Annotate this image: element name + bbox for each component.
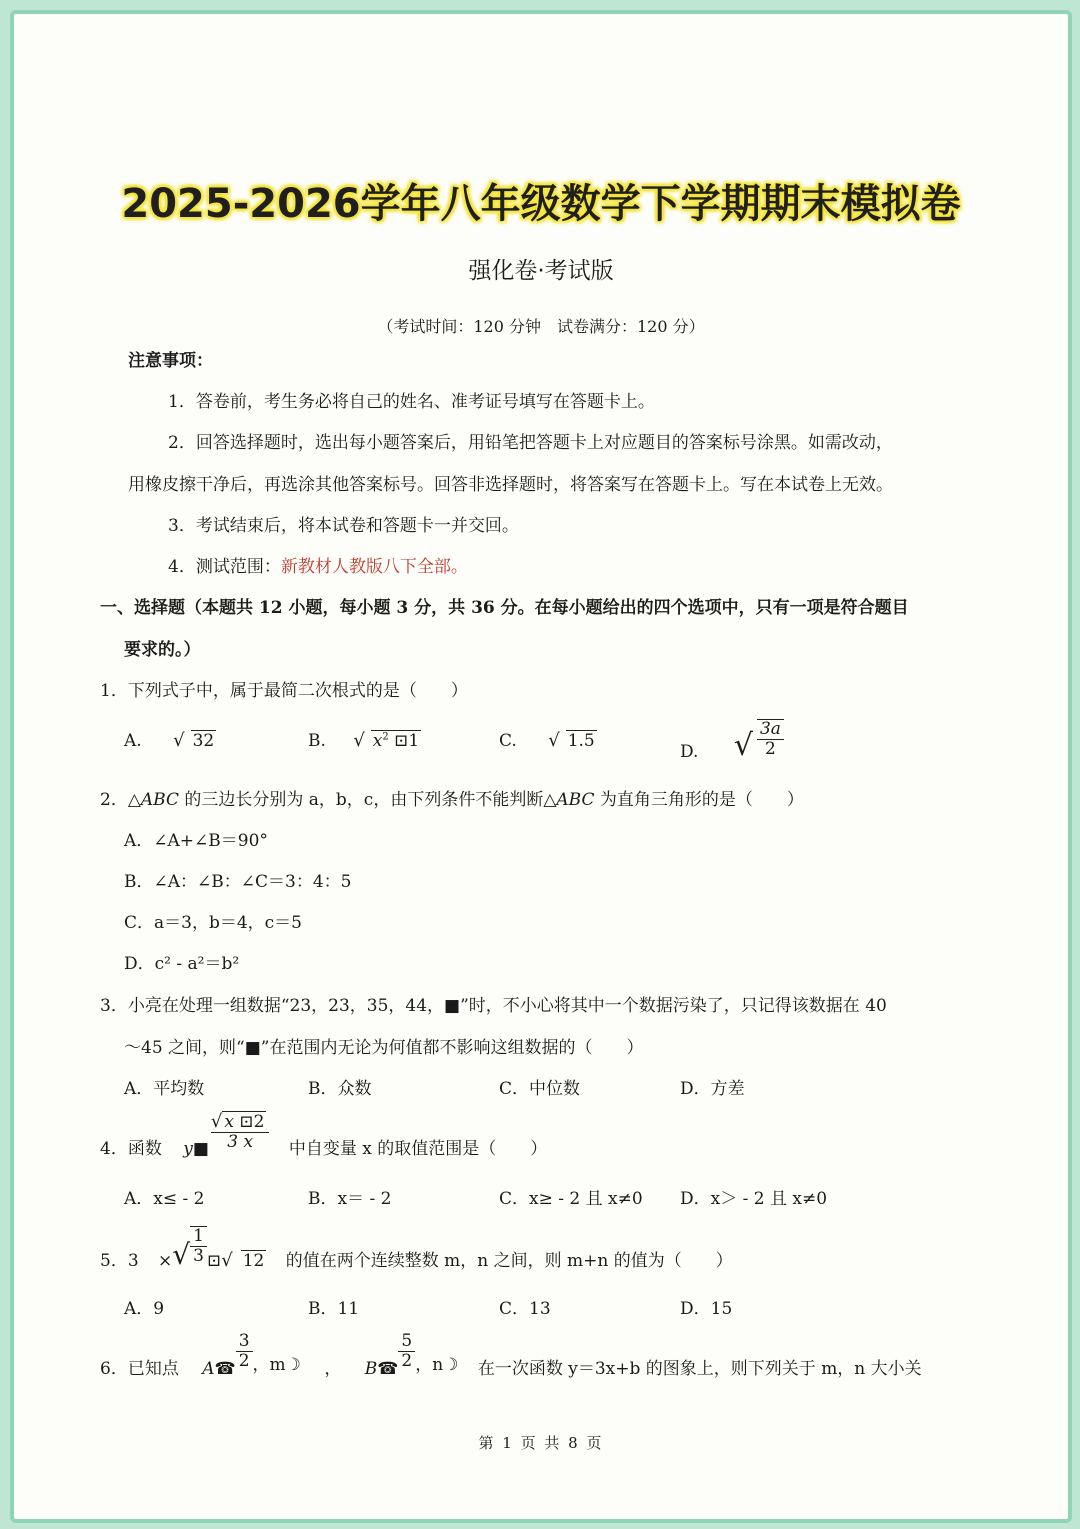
q4-option-a: A．x≤ - 2 [124,1189,205,1209]
garbled-paren-icon: ☽ [443,1354,459,1375]
q1-option-d: D. √ $\frac{3a}{2}$ [680,722,784,764]
q2-option-b: B．∠A：∠B：∠C＝3：4：5 [124,872,352,892]
q6-stem: 6．已知点 A☎ $\frac{3}{2}$ ，m☽ ， B☎ $\frac{5}{2}$ ，n☽ 在一次函数 y＝3x+b 的图象上，则下列关于 m，n 大小关 [100,1331,922,1379]
q2-option-c: C．a＝3，b＝4，c＝5 [124,913,302,933]
sqrt-icon: √ [221,1250,233,1271]
q5-option-c: C．13 [499,1299,551,1319]
note-3: 3．考试结束后，将本试卷和答题卡一并交回。 [168,516,519,536]
note-2-line2: 用橡皮擦干净后，再选涂其他答案标号。回答非选择题时，将答案写在答题卡上。写在本试卷上无效。 [128,475,893,495]
q3-stem-line2: ～45 之间，则“■”在范围内无论为何值都不影响这组数据的（ ） [124,1038,644,1058]
garbled-paren-icon: ☎ [214,1358,236,1379]
q5-option-b: B．11 [308,1299,360,1319]
exam-subtitle: 强化卷·考试版 [468,258,614,284]
q4-stem: 4．函数 y■ $\frac{√ x ⊡2}{3 x}$ 中自变量 x 的取值范围是（ ） [100,1111,548,1160]
section1-heading-line2: 要求的。） [124,640,201,660]
note-4-prefix: 4．测试范围： [168,557,281,577]
q2-option-a: A．∠A+∠B＝90° [124,831,268,851]
exam-page [10,10,1072,1523]
sqrt-icon: √ [733,728,753,763]
note-4 [168,552,468,577]
sqrt-icon: √ [173,730,185,751]
garbled-paren-icon: ☽ [285,1354,301,1375]
page-footer: 第 1 页 共 8 页 [478,1434,604,1452]
note-4-scope: 新教材人教版八下全部。 [280,557,468,577]
q1-option-c: C. √ 1.5 [499,730,595,751]
notes-heading: 注意事项： [128,351,213,371]
q3-option-a: A．平均数 [124,1079,205,1099]
garbled-paren-icon: ☎ [377,1358,399,1379]
sqrt-icon: √ [210,1111,223,1132]
q3-option-b: B．众数 [308,1079,372,1099]
sqrt-icon: √ [172,1238,191,1271]
q3-stem-line1: 3．小亮在处理一组数据“23，23，35，44，■”时，不小心将其中一个数据污染了，只记得该数据在 40 [100,996,887,1016]
q3-option-d: D．方差 [680,1079,745,1099]
garbled-equals-icon: ■ [192,1139,209,1160]
q5-option-a: A．9 [124,1299,165,1319]
q4-option-d: D．x＞ - 2 且 x≠0 [680,1189,828,1209]
note-1: 1．答卷前，考生务必将自己的姓名、准考证号填写在答题卡上。 [168,392,655,412]
q2-option-d: D．c² - a²＝b² [124,954,240,974]
note-2-line1: 2．回答选择题时，选出每小题答案后，用铅笔把答题卡上对应题目的答案标号涂黑。如需改动， [168,433,893,453]
q1-option-a: A. √ 32 [124,730,215,751]
q2-stem: 2．△ABC 的三边长分别为 a，b，c，由下列条件不能判断△ABC 为直角三角形的是（ ） [100,790,804,810]
sqrt-icon: √ [548,730,560,751]
q1-stem: 1．下列式子中，属于最简二次根式的是（ ） [100,681,468,701]
q5-option-d: D．15 [680,1299,733,1319]
exam-info: （考试时间：120 分钟 试卷满分：120 分） [377,317,705,336]
sqrt-icon: √ [353,730,365,751]
q4-option-b: B．x＝ - 2 [308,1189,392,1209]
q3-option-c: C．中位数 [499,1079,581,1099]
q4-option-c: C．x≥ - 2 且 x≠0 [499,1189,643,1209]
garbled-operator-icon: ⊡ [239,1112,254,1132]
q5-stem: 5．3 ×√ $\frac{1}{3}$ ⊡√ 12 的值在两个连续整数 m，n 之间，则 m+n 的值为（ ） [100,1225,733,1271]
section1-heading-line1: 一、选择题（本题共 12 小题，每小题 3 分，共 36 分。在每小题给出的四个选项中，只有一项是符合题目 [100,598,909,618]
q1-option-b: B. √ $x^2$ ⊡1 [308,730,420,751]
exam-title: 2025-2026学年八年级数学下学期期末模拟卷 [121,181,961,227]
garbled-operator-icon: ⊡ [206,1251,222,1271]
garbled-operator-icon: ⊡ [394,731,409,751]
